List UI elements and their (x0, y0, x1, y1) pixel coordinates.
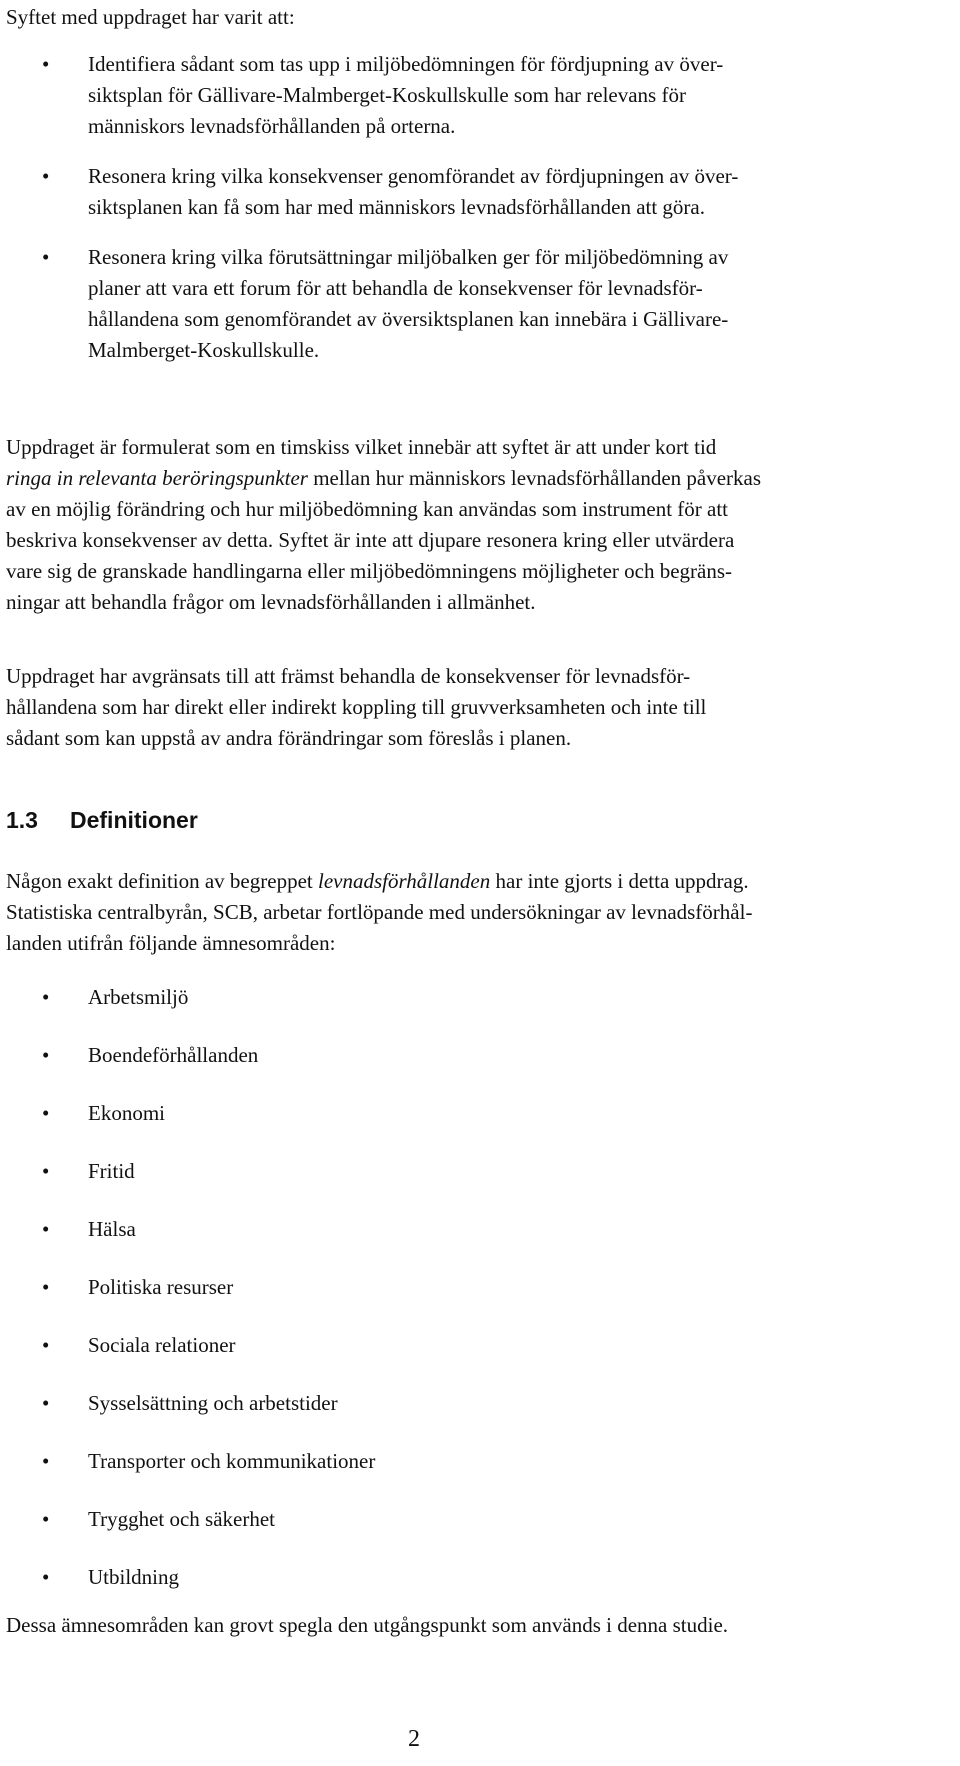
intro-text: Syftet med uppdraget har varit att: (6, 5, 295, 29)
bullet-icon: • (42, 1217, 50, 1241)
list-item: • Transporter och kommunikationer (0, 1446, 918, 1477)
bullet-icon: • (42, 1043, 50, 1067)
list-item: • Hälsa (0, 1214, 918, 1245)
bullet-icon: • (42, 1391, 50, 1415)
bullet-icon: • (42, 985, 50, 1009)
list-item: • Resonera kring vilka konsekvenser genomförandet av fördjupningen av över- siktsplanen kan få som har med människors levnadsförhållanden att göra. (0, 161, 918, 223)
section-title: Definitioner (70, 807, 198, 833)
emphasis-text: levnadsförhållanden (317, 869, 491, 893)
closing-text: Dessa ämnesområden kan grovt spegla den utgångspunkt som används i denna studie. (6, 1613, 729, 1637)
bullet-icon: • (42, 1507, 50, 1531)
section-heading (6, 805, 198, 836)
bullet-icon: • (42, 164, 50, 188)
list-item: • Arbetsmiljö (0, 982, 918, 1013)
list-item: • Boendeförhållanden (0, 1040, 918, 1071)
list-item: • Politiska resurser (0, 1272, 918, 1303)
bullet-icon: • (42, 1275, 50, 1299)
bullet-icon: • (42, 245, 50, 269)
page-number: 2 (408, 1726, 420, 1752)
list-item: • Ekonomi (0, 1098, 918, 1129)
bullet-icon: • (42, 52, 50, 76)
section-number: 1.3 (6, 807, 38, 833)
list-item: • Resonera kring vilka förutsättningar miljöbalken ger för miljöbedömning av planer att vara ett forum för att behandla de konsekvenser för levnadsför- hållandena som genomförandet av översiktsplanen kan innebära i Gällivare- Malmberget-Koskullskulle. (0, 242, 918, 366)
bullet-icon: • (42, 1333, 50, 1357)
bullet-icon: • (42, 1101, 50, 1125)
paragraph-timskiss: Uppdraget är formulerat som en timskiss vilket innebär att syftet är att under kort tid ringa in relevanta beröringspunkter mellan hur människors levnadsförhållanden påverkas av en möjlig förändring och hur miljöbedömning kan användas som instrument för att beskriva konsekvenser av detta. Syftet är inte att djupare resonera kring eller utvärdera vare sig de granskade handlingarna eller miljöbedömningens möjligheter och begräns- ningar att behandla frågor om levnadsförhållanden i allmänhet. (6, 435, 762, 614)
paragraph-avgransning: Uppdraget har avgränsats till att främst behandla de konsekvenser för levnadsför- hållandena som har direkt eller indirekt koppling till gruvverksamheten och inte till sådant som kan uppstå av andra förändringar som föreslås i planen. (6, 664, 707, 750)
bullet-icon: • (42, 1565, 50, 1589)
list-item: • Identifiera sådant som tas upp i miljöbedömningen för fördjupning av över- siktsplan för Gällivare-Malmberget-Koskullskulle som har relevans för människors levnadsförhållanden på orterna. (0, 49, 918, 142)
list-item: • Utbildning (0, 1562, 918, 1593)
areas-list (0, 982, 960, 1620)
aims-list (0, 49, 960, 385)
list-item: • Fritid (0, 1156, 918, 1187)
emphasis-text: ringa in relevanta beröringspunkter (6, 466, 308, 490)
list-item: • Sysselsättning och arbetstider (0, 1388, 918, 1419)
bullet-icon: • (42, 1159, 50, 1183)
list-item: • Trygghet och säkerhet (0, 1504, 918, 1535)
list-item: • Sociala relationer (0, 1330, 918, 1361)
bullet-icon: • (42, 1449, 50, 1473)
paragraph-definition: Någon exakt definition av begreppet levnadsförhållanden har inte gjorts i detta uppdrag. Statistiska centralbyrån, SCB, arbetar fortlöpande med undersökningar av levnadsförhål- landen utifrån följande ämnesområden: (6, 869, 753, 955)
